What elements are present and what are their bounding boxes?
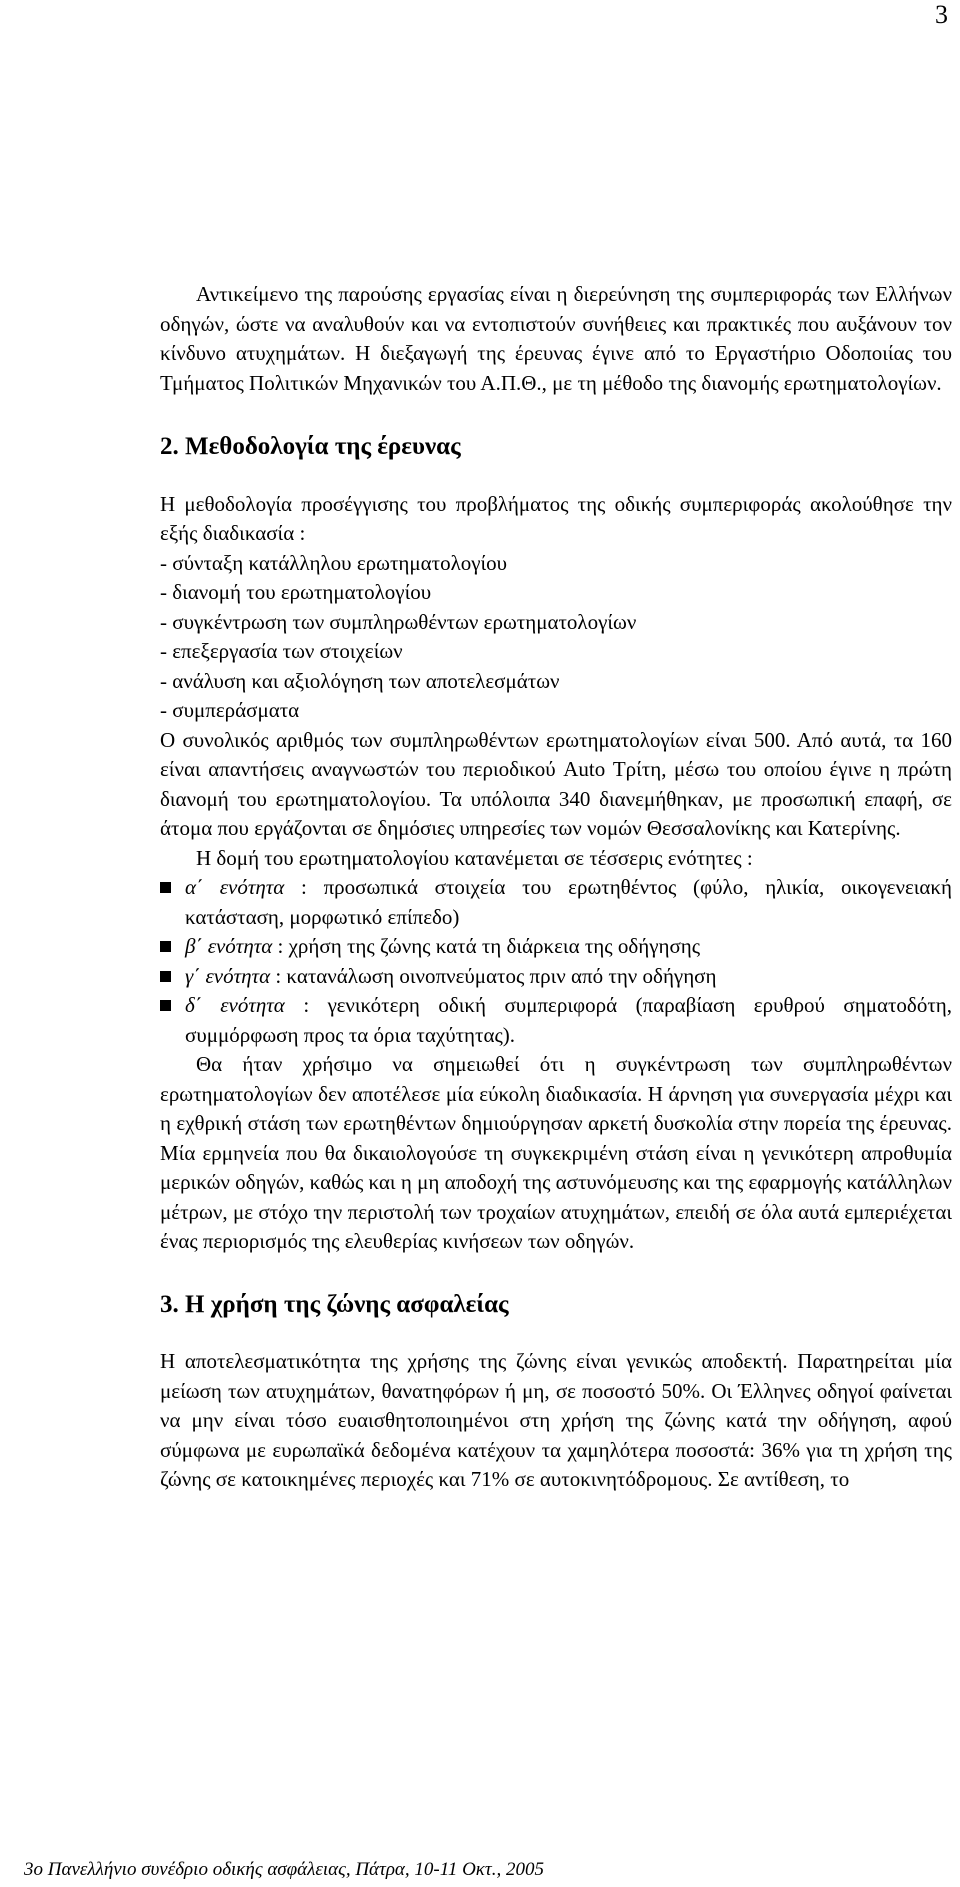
closing-paragraph: Θα ήταν χρήσιμο να σημειωθεί ότι η συγκέντρωση των συμπληρωθέντων ερωτηματολογίων δεν αποτέλεσε μία εύκολη διαδικασία. Η άρνηση για συνεργασία μέχρι και η εχθρική στάση των ερωτηθέντων δημιούργησαν αρκετή δυσκολία στην πορεία της έρευνας. Μία ερμηνεία που θα δικαιολογούσε τη συγκεκριμένη στάση είναι η γενικότερη απροθυμία μερικών οδηγών, καθώς και η μη αποδοχή της αστυνόμευσης και της εφαρμογής κατάλληλων μέτρων, με στόχο την περιστολή των τροχαίων ατυχημάτων, επειδή σε όλα αυτά εμπεριέχεται ένας περιορισμός της ελευθερίας κινήσεων των οδηγών. <box>160 1052 952 1253</box>
methodology-steps <box>160 549 952 726</box>
section-3-heading: 3. Η χρήση της ζώνης ασφαλείας <box>160 1290 509 1318</box>
list-item <box>160 932 952 962</box>
intro-paragraph: Αντικείμενο της παρούσης εργασίας είναι η διερεύνηση της συμπεριφοράς των Ελλήνων οδηγών, ώστε να αναλυθούν και να εντοπιστούν συνήθειες και πρακτικές που αυξάνουν τον κίνδυνο ατυχημάτων. Η διεξαγωγή της έρευνας έγινε από το Εργαστήριο Οδοποιίας του Τμήματος Πολιτικών Μηχανικών του Α.Π.Θ., με τη μέθοδο της διανομής ερωτηματολογίων. <box>160 282 952 395</box>
square-bullet-icon <box>160 1000 171 1011</box>
list-item: - συγκέντρωση των συμπληρωθέντων ερωτηματολογίων <box>160 609 637 634</box>
square-bullet-icon <box>160 882 171 893</box>
unit-text: : κατανάλωση οινοπνεύματος πριν από την οδήγηση <box>270 963 717 988</box>
unit-label: α΄ ενότητα <box>185 875 285 899</box>
structure-lead: Η δομή του ερωτηματολογίου κατανέμεται σε τέσσερις ενότητες : <box>196 845 753 870</box>
list-item <box>160 991 952 1050</box>
unit-label: β΄ ενότητα <box>185 934 273 958</box>
list-item: - συμπεράσματα <box>160 698 300 722</box>
unit-text: : χρήση της ζώνης κατά τη διάρκεια της οδήγησης <box>272 934 701 958</box>
page-footer: 3ο Πανελλήνιο συνέδριο οδικής ασφάλειας, Πάτρα, 10-11 Οκτ., 2005 <box>24 1859 544 1880</box>
list-item: - διανομή του ερωτηματολογίου <box>160 580 432 604</box>
list-item <box>160 873 952 932</box>
unit-label: γ΄ ενότητα <box>185 963 271 988</box>
list-item: - ανάλυση και αξιολόγηση των αποτελεσμάτων <box>160 668 560 693</box>
list-item: - σύνταξη κατάλληλου ερωτηματολογίου <box>160 550 508 575</box>
page-number: 3 <box>935 0 948 29</box>
unit-text: : γενικότερη οδική συμπεριφορά (παραβίαση ερυθρού σηματοδότη, συμμόρφωση προς τα όρια ταχύτητας). <box>185 993 953 1047</box>
section-2-heading: 2. Μεθοδολογία της έρευνας <box>160 433 461 460</box>
square-bullet-icon <box>160 941 171 952</box>
seatbelt-paragraph: Η αποτελεσματικότητα της χρήσης της ζώνης είναι γενικώς αποδεκτή. Παρατηρείται μία μείωση των ατυχημάτων, θανατηφόρων ή μη, σε ποσοστό 50%. Οι Έλληνες οδηγοί φαίνεται να μην είναι τόσο ευαισθητοποιημένοι στη χρήση της ζώνης κατά την οδήγηση, αφού σύμφωνα με ευρωπαϊκά δεδομένα κατέχουν τα χαμηλότερα ποσοστά: 36% για τη χρήση της ζώνης σε κατοικημένες περιοχές και 71% σε αυτοκινητόδρομους. Σε αντίθεση, το <box>160 1349 952 1491</box>
unit-text: : προσωπικά στοιχεία του ερωτηθέντος (φύλο, ηλικία, οικογενειακή κατάσταση, μορφωτικό επίπεδο) <box>185 875 952 929</box>
document-body <box>160 280 952 1495</box>
list-item <box>160 962 952 992</box>
questionnaire-units <box>160 873 952 1050</box>
list-item: - επεξεργασία των στοιχείων <box>160 639 403 663</box>
total-paragraph: Ο συνολικός αριθμός των συμπληρωθέντων ερωτηματολογίων είναι 500. Από αυτά, τα 160 είναι απαντήσεις αναγνωστών του περιοδικού Auto Τρίτη, μέσω του οποίου έγινε η πρώτη διανομή του ερωτηματολογίου. Τα υπόλοιπα 340 διανεμήθηκαν, με προσωπική επαφή, σε άτομα που εργάζονται σε δημόσιες υπηρεσίες των νομών Θεσσαλονίκης και Κατερίνης. <box>160 727 952 840</box>
unit-label: δ΄ ενότητα <box>185 993 285 1017</box>
square-bullet-icon <box>160 971 171 982</box>
methodology-lead: Η μεθοδολογία προσέγγισης του προβλήματος της οδικής συμπεριφοράς ακολούθησε την εξής διαδικασία : <box>160 491 952 545</box>
